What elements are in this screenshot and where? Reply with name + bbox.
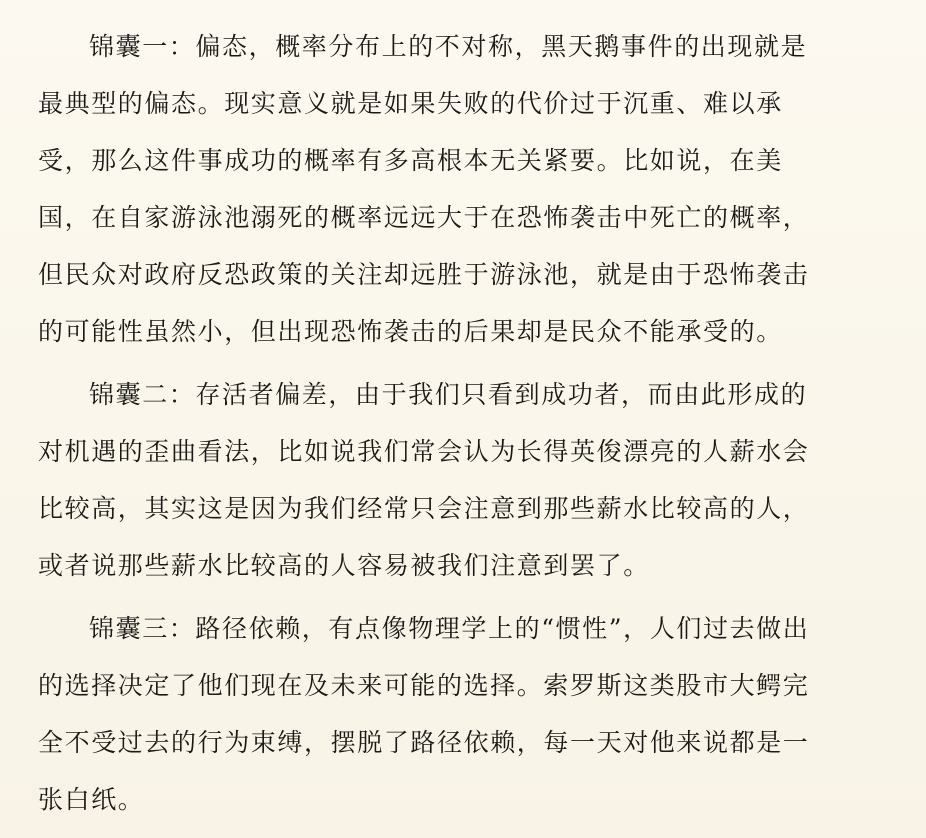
text-line: 张白纸。 xyxy=(38,785,145,814)
text-line: 的选择决定了他们现在及未来可能的选择。索罗斯这类股市大鳄完 xyxy=(38,671,810,700)
text-line: 受，那么这件事成功的概率有多高根本无关紧要。比如说，在美 xyxy=(38,146,783,175)
text-line: 对机遇的歪曲看法，比如说我们常会认为长得英俊漂亮的人薪水会 xyxy=(38,437,810,466)
text-line: 锦囊二：存活者偏差，由于我们只看到成功者，而由此形成的 xyxy=(89,380,808,409)
text-line: 最典型的偏态。现实意义就是如果失败的代价过于沉重、难以承 xyxy=(38,89,783,118)
text-line: 但民众对政府反恐政策的关注却远胜于游泳池，就是由于恐怖袭击 xyxy=(38,260,810,289)
paragraph-tip-one xyxy=(38,18,868,360)
text-line: 锦囊一：偏态，概率分布上的不对称，黑天鹅事件的出现就是 xyxy=(89,32,808,61)
text-line: 比较高，其实这是因为我们经常只会注意到那些薪水比较高的人， xyxy=(38,494,810,523)
text-line: 全不受过去的行为束缚，摆脱了路径依赖，每一天对他来说都是一 xyxy=(38,728,810,757)
text-line: 或者说那些薪水比较高的人容易被我们注意到罢了。 xyxy=(38,551,650,580)
body-text xyxy=(38,18,868,828)
text-line: 锦囊三：路径依赖，有点像物理学上的“惯性”，人们过去做出 xyxy=(89,614,810,643)
paragraph-tip-two xyxy=(38,366,868,594)
paragraph-tip-three xyxy=(38,600,868,828)
text-line: 的可能性虽然小，但出现恐怖袭击的后果却是民众不能承受的。 xyxy=(38,317,783,346)
text-line: 国，在自家游泳池溺死的概率远远大于在恐怖袭击中死亡的概率， xyxy=(38,203,810,232)
